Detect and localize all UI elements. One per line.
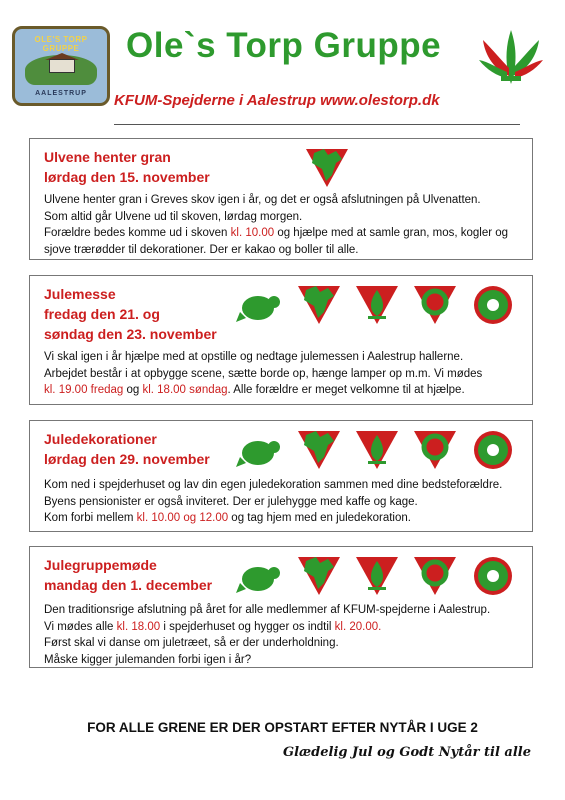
section-badges xyxy=(236,427,518,475)
description-text: sjove trærødder til dekorationer. Der er kakao og boller til alle. xyxy=(44,243,359,256)
event-title-line: fredag den 21. og xyxy=(44,306,160,322)
time-highlight: kl. 10.00 xyxy=(230,227,275,239)
description-text: Ulvene henter gran i Greves skov igen i år, og det er også afslutningen på Ulvenatten. xyxy=(44,194,481,206)
lily-badge-icon xyxy=(468,553,518,599)
beaver-icon xyxy=(236,427,286,473)
event-title xyxy=(44,147,210,187)
event-title-line: Julegruppemøde xyxy=(44,557,157,573)
description-text: og xyxy=(123,384,143,396)
lily-badge-icon xyxy=(468,282,518,328)
event-title-line: lørdag den 29. november xyxy=(44,451,210,467)
wolf-icon xyxy=(302,145,352,191)
description-text: og hjælpe med at samle gran, mos, kogler og xyxy=(274,227,509,239)
event-title xyxy=(44,284,217,344)
lily-badge-icon xyxy=(468,427,518,473)
wreath-icon xyxy=(410,427,460,473)
description-line xyxy=(44,635,490,652)
event-description xyxy=(44,602,490,668)
description-text: Arbejdet består i at opbygge scene, sætte borde op, hænge lamper op m.m. Vi mødes xyxy=(44,367,483,380)
description-line xyxy=(44,349,482,366)
wreath-icon xyxy=(410,553,460,599)
description-line xyxy=(44,619,490,636)
description-text: Forældre bedes komme ud i skoven xyxy=(44,227,231,239)
description-text: Den traditionsrige afslutning på året for alle medlemmer af KFUM-spejderne i Aalestrup. xyxy=(44,604,491,616)
beaver-icon xyxy=(236,553,286,599)
page-title: Ole`s Torp Gruppe xyxy=(126,26,442,65)
description-line xyxy=(44,242,508,259)
time-highlight: kl. 18.00 søndag xyxy=(142,384,228,396)
description-text: Kom ned i spejderhuset og lav din egen juledekoration sammen med dine bedsteforældre. xyxy=(44,479,503,491)
description-text: Vi skal igen i år hjælpe med at opstille og nedtage julemessen i Aalestrup hallerne. xyxy=(44,351,464,363)
fleur-de-lis-icon xyxy=(475,26,547,90)
event-title-line: lørdag den 15. november xyxy=(44,169,210,185)
event-title-line: Ulvene henter gran xyxy=(44,149,171,165)
description-line xyxy=(44,652,490,669)
logo-top-text: OLE'S TORP GRUPPE xyxy=(34,35,88,53)
wolf-icon xyxy=(294,282,344,328)
wolf-icon xyxy=(294,553,344,599)
event-box xyxy=(29,138,533,260)
event-title-line: mandag den 1. december xyxy=(44,577,213,593)
group-logo-patch xyxy=(12,26,110,106)
section-badges xyxy=(302,145,352,193)
description-text: Først skal vi danse om juletræet, så er der underholdning. xyxy=(44,637,339,649)
description-text: og tag hjem med en juledekoration. xyxy=(228,512,411,524)
description-line xyxy=(44,494,502,511)
campfire-icon xyxy=(352,553,402,599)
description-line xyxy=(44,477,502,494)
event-box xyxy=(29,420,533,532)
time-highlight: kl. 10.00 og 12.00 xyxy=(136,512,229,524)
description-line xyxy=(44,192,508,209)
section-badges xyxy=(236,282,518,330)
event-description xyxy=(44,192,508,258)
event-title-line: Julemesse xyxy=(44,286,116,302)
description-text: Byens pensionister er også inviteret. Der er julehygge med kaffe og kage. xyxy=(44,495,418,508)
event-title-line: Juledekorationer xyxy=(44,431,157,447)
section-badges xyxy=(236,553,518,601)
event-box xyxy=(29,546,533,668)
event-title-line: søndag den 23. november xyxy=(44,326,217,342)
event-title xyxy=(44,555,212,595)
event-description xyxy=(44,477,502,527)
wreath-icon xyxy=(410,282,460,328)
description-text: Som altid går Ulvene ud til skoven, lørdag morgen. xyxy=(44,210,303,223)
description-text: i spejderhuset og hygger os indtil xyxy=(160,620,335,633)
event-description xyxy=(44,349,482,399)
description-text: . Alle forældre er meget velkomne til at hjælpe. xyxy=(227,384,465,396)
description-text: Måske kigger julemanden forbi igen i år? xyxy=(44,653,252,666)
description-line xyxy=(44,366,482,383)
campfire-icon xyxy=(352,427,402,473)
wolf-icon xyxy=(294,427,344,473)
description-line xyxy=(44,510,502,527)
time-highlight: kl. 20.00. xyxy=(334,620,382,633)
logo-bottom-text: AALESTRUP xyxy=(35,90,87,97)
description-line xyxy=(44,209,508,226)
time-highlight: kl. 19.00 fredag xyxy=(44,384,124,396)
event-title xyxy=(44,429,210,469)
header-divider xyxy=(114,124,520,125)
description-line xyxy=(44,225,508,242)
campfire-icon xyxy=(352,282,402,328)
page-subtitle: KFUM-Spejderne i Aalestrup www.olestorp.dk xyxy=(114,92,440,109)
description-line xyxy=(44,382,482,399)
season-notice: FOR ALLE GRENE ER DER OPSTART EFTER NYTÅR I UGE 2 xyxy=(87,720,478,735)
christmas-greeting: Glædelig Jul og Godt Nytår til alle xyxy=(283,745,531,760)
event-box xyxy=(29,275,533,405)
description-line xyxy=(44,602,490,619)
description-text: Kom forbi mellem xyxy=(44,512,137,524)
description-text: Vi mødes alle xyxy=(44,620,117,633)
time-highlight: kl. 18.00 xyxy=(116,620,161,633)
beaver-icon xyxy=(236,282,286,328)
